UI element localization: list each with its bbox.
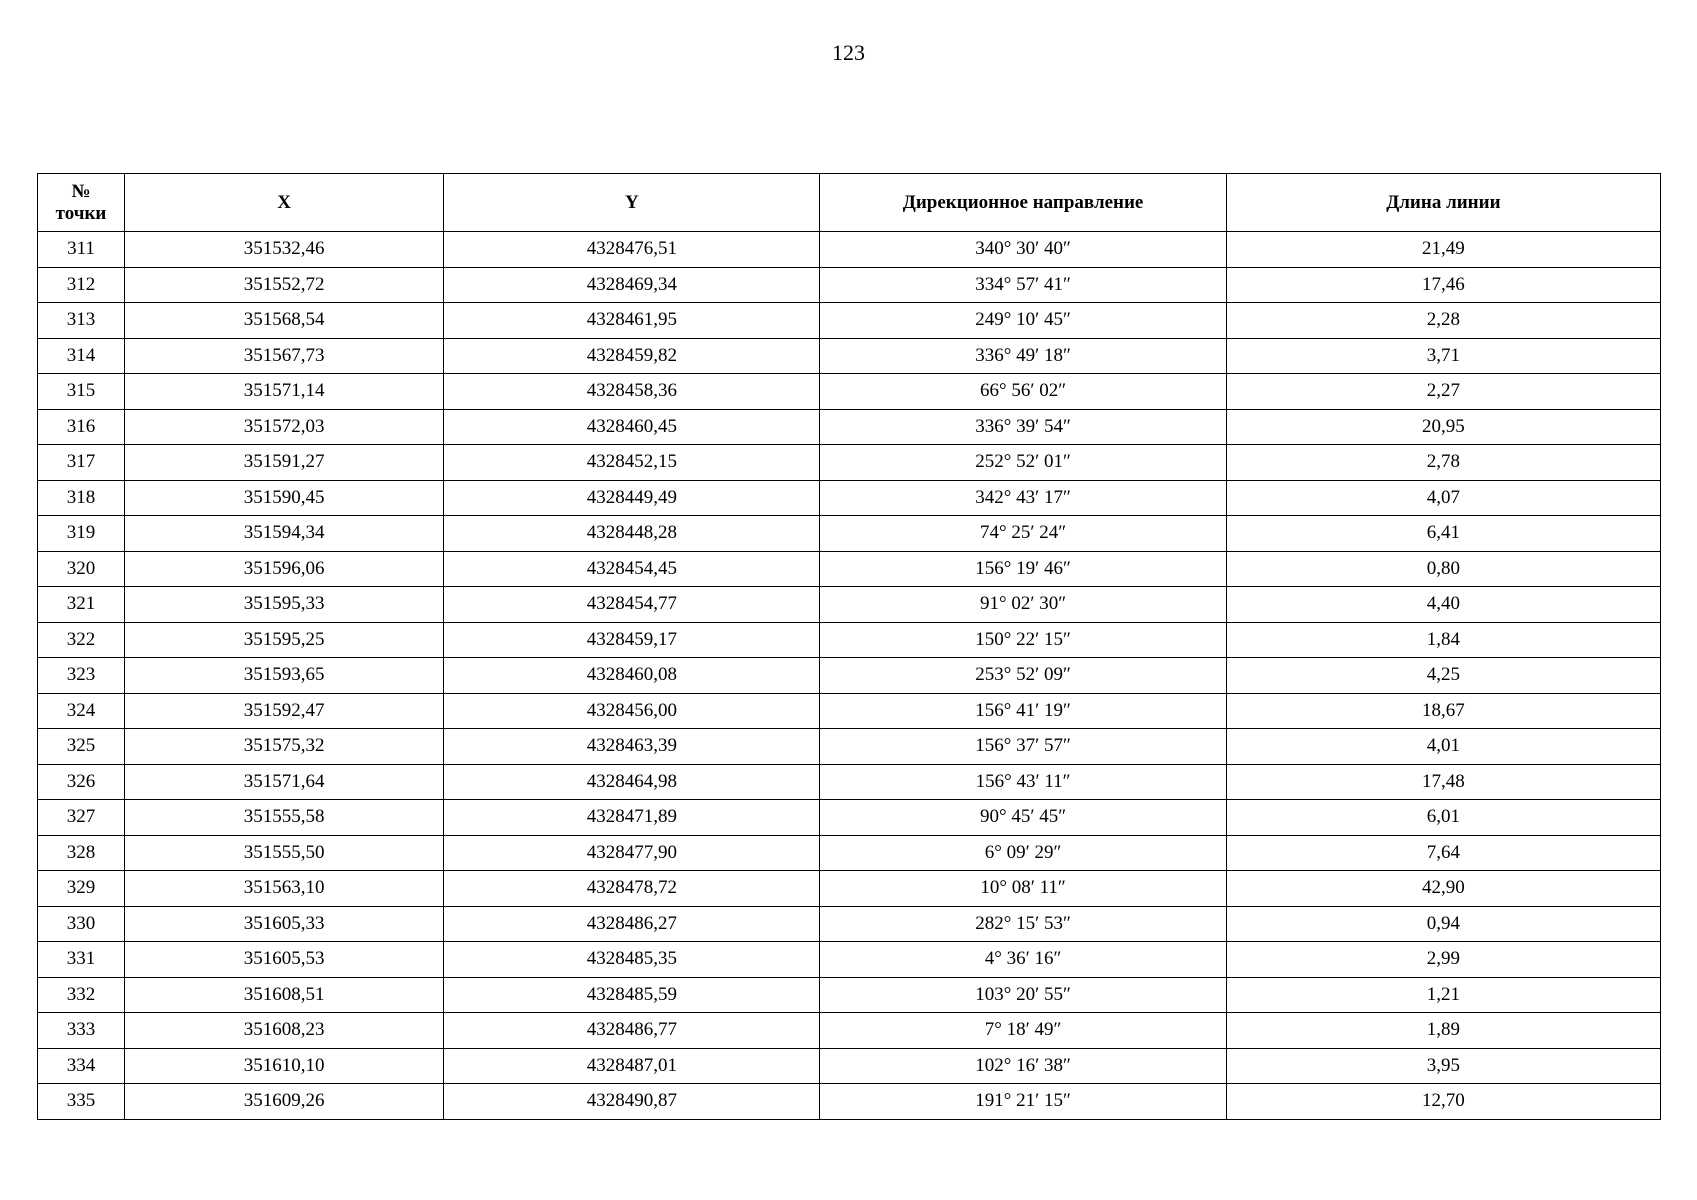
cell-x: 351575,32 [125,729,444,765]
cell-y: 4328460,08 [444,658,820,694]
cell-y: 4328449,49 [444,480,820,516]
header-length: Длина линии [1226,174,1660,232]
cell-direction: 74° 25′ 24″ [820,516,1226,552]
cell-x: 351590,45 [125,480,444,516]
table-row [38,267,1661,303]
cell-length: 2,99 [1226,942,1660,978]
cell-y: 4328490,87 [444,1084,820,1120]
cell-point-number: 332 [38,977,125,1013]
cell-x: 351532,46 [125,232,444,268]
table-row [38,871,1661,907]
cell-length: 2,28 [1226,303,1660,339]
cell-x: 351592,47 [125,693,444,729]
cell-length: 7,64 [1226,835,1660,871]
cell-point-number: 321 [38,587,125,623]
cell-length: 18,67 [1226,693,1660,729]
cell-direction: 282° 15′ 53″ [820,906,1226,942]
cell-point-number: 329 [38,871,125,907]
cell-x: 351552,72 [125,267,444,303]
cell-length: 3,95 [1226,1048,1660,1084]
cell-point-number: 313 [38,303,125,339]
cell-direction: 91° 02′ 30″ [820,587,1226,623]
cell-direction: 102° 16′ 38″ [820,1048,1226,1084]
table-row [38,693,1661,729]
cell-length: 12,70 [1226,1084,1660,1120]
cell-length: 21,49 [1226,232,1660,268]
cell-direction: 6° 09′ 29″ [820,835,1226,871]
cell-length: 17,46 [1226,267,1660,303]
cell-point-number: 320 [38,551,125,587]
table-row [38,942,1661,978]
cell-point-number: 324 [38,693,125,729]
cell-y: 4328460,45 [444,409,820,445]
cell-direction: 156° 37′ 57″ [820,729,1226,765]
cell-y: 4328458,36 [444,374,820,410]
cell-y: 4328452,15 [444,445,820,481]
cell-x: 351605,33 [125,906,444,942]
table-row [38,906,1661,942]
table-row [38,835,1661,871]
cell-direction: 191° 21′ 15″ [820,1084,1226,1120]
table-row [38,1084,1661,1120]
header-row [38,174,1661,232]
cell-length: 42,90 [1226,871,1660,907]
cell-point-number: 325 [38,729,125,765]
cell-y: 4328485,35 [444,942,820,978]
cell-x: 351594,34 [125,516,444,552]
cell-x: 351610,10 [125,1048,444,1084]
cell-length: 6,01 [1226,800,1660,836]
cell-x: 351572,03 [125,409,444,445]
cell-y: 4328485,59 [444,977,820,1013]
cell-direction: 156° 43′ 11″ [820,764,1226,800]
cell-x: 351608,51 [125,977,444,1013]
table-row [38,303,1661,339]
cell-length: 20,95 [1226,409,1660,445]
cell-direction: 10° 08′ 11″ [820,871,1226,907]
cell-x: 351567,73 [125,338,444,374]
cell-point-number: 316 [38,409,125,445]
cell-x: 351571,64 [125,764,444,800]
header-number-symbol: № [71,180,91,202]
cell-y: 4328471,89 [444,800,820,836]
cell-direction: 156° 19′ 46″ [820,551,1226,587]
cell-length: 6,41 [1226,516,1660,552]
cell-point-number: 323 [38,658,125,694]
cell-length: 1,84 [1226,622,1660,658]
cell-length: 3,71 [1226,338,1660,374]
cell-length: 17,48 [1226,764,1660,800]
cell-y: 4328464,98 [444,764,820,800]
cell-length: 2,27 [1226,374,1660,410]
table-row [38,1048,1661,1084]
cell-point-number: 314 [38,338,125,374]
cell-y: 4328454,77 [444,587,820,623]
cell-direction: 156° 41′ 19″ [820,693,1226,729]
cell-length: 4,40 [1226,587,1660,623]
cell-x: 351595,33 [125,587,444,623]
cell-point-number: 318 [38,480,125,516]
cell-point-number: 335 [38,1084,125,1120]
cell-y: 4328476,51 [444,232,820,268]
cell-point-number: 328 [38,835,125,871]
cell-direction: 66° 56′ 02″ [820,374,1226,410]
table-row [38,977,1661,1013]
table-row [38,232,1661,268]
cell-y: 4328486,77 [444,1013,820,1049]
cell-direction: 340° 30′ 40″ [820,232,1226,268]
cell-direction: 253° 52′ 09″ [820,658,1226,694]
cell-point-number: 330 [38,906,125,942]
cell-point-number: 317 [38,445,125,481]
cell-x: 351595,25 [125,622,444,658]
cell-y: 4328454,45 [444,551,820,587]
cell-y: 4328469,34 [444,267,820,303]
table-row [38,551,1661,587]
cell-y: 4328459,17 [444,622,820,658]
table-row [38,338,1661,374]
cell-direction: 7° 18′ 49″ [820,1013,1226,1049]
cell-x: 351568,54 [125,303,444,339]
table-body [38,232,1661,1120]
cell-length: 1,21 [1226,977,1660,1013]
table-row [38,445,1661,481]
cell-x: 351571,14 [125,374,444,410]
cell-x: 351608,23 [125,1013,444,1049]
cell-point-number: 333 [38,1013,125,1049]
table-header [38,174,1661,232]
cell-direction: 4° 36′ 16″ [820,942,1226,978]
cell-y: 4328486,27 [444,906,820,942]
cell-direction: 249° 10′ 45″ [820,303,1226,339]
coordinates-table [37,173,1661,1120]
table-row [38,800,1661,836]
cell-length: 4,07 [1226,480,1660,516]
cell-direction: 334° 57′ 41″ [820,267,1226,303]
cell-point-number: 315 [38,374,125,410]
cell-point-number: 322 [38,622,125,658]
cell-x: 351555,50 [125,835,444,871]
table-row [38,480,1661,516]
header-y: Y [444,174,820,232]
cell-point-number: 334 [38,1048,125,1084]
cell-y: 4328448,28 [444,516,820,552]
cell-length: 4,25 [1226,658,1660,694]
cell-length: 2,78 [1226,445,1660,481]
header-direction: Дирекционное направление [820,174,1226,232]
cell-point-number: 311 [38,232,125,268]
cell-direction: 103° 20′ 55″ [820,977,1226,1013]
table-row [38,622,1661,658]
table-row [38,658,1661,694]
cell-point-number: 327 [38,800,125,836]
cell-x: 351591,27 [125,445,444,481]
cell-direction: 342° 43′ 17″ [820,480,1226,516]
cell-length: 0,94 [1226,906,1660,942]
cell-length: 1,89 [1226,1013,1660,1049]
cell-direction: 150° 22′ 15″ [820,622,1226,658]
cell-y: 4328477,90 [444,835,820,871]
cell-x: 351593,65 [125,658,444,694]
table-row [38,729,1661,765]
cell-x: 351605,53 [125,942,444,978]
cell-direction: 252° 52′ 01″ [820,445,1226,481]
table-row [38,587,1661,623]
cell-y: 4328487,01 [444,1048,820,1084]
cell-y: 4328456,00 [444,693,820,729]
cell-x: 351596,06 [125,551,444,587]
cell-x: 351555,58 [125,800,444,836]
cell-y: 4328461,95 [444,303,820,339]
header-point-number [38,174,125,232]
cell-direction: 336° 39′ 54″ [820,409,1226,445]
cell-x: 351609,26 [125,1084,444,1120]
table-row [38,516,1661,552]
cell-y: 4328463,39 [444,729,820,765]
cell-point-number: 331 [38,942,125,978]
cell-y: 4328459,82 [444,338,820,374]
cell-length: 0,80 [1226,551,1660,587]
cell-direction: 90° 45′ 45″ [820,800,1226,836]
cell-y: 4328478,72 [444,871,820,907]
header-point-label: точки [55,202,107,224]
cell-point-number: 319 [38,516,125,552]
table-row [38,374,1661,410]
table-row [38,1013,1661,1049]
table-row [38,764,1661,800]
cell-point-number: 326 [38,764,125,800]
table-row [38,409,1661,445]
cell-x: 351563,10 [125,871,444,907]
cell-direction: 336° 49′ 18″ [820,338,1226,374]
header-x: X [125,174,444,232]
page-number: 123 [832,40,865,65]
cell-length: 4,01 [1226,729,1660,765]
cell-point-number: 312 [38,267,125,303]
